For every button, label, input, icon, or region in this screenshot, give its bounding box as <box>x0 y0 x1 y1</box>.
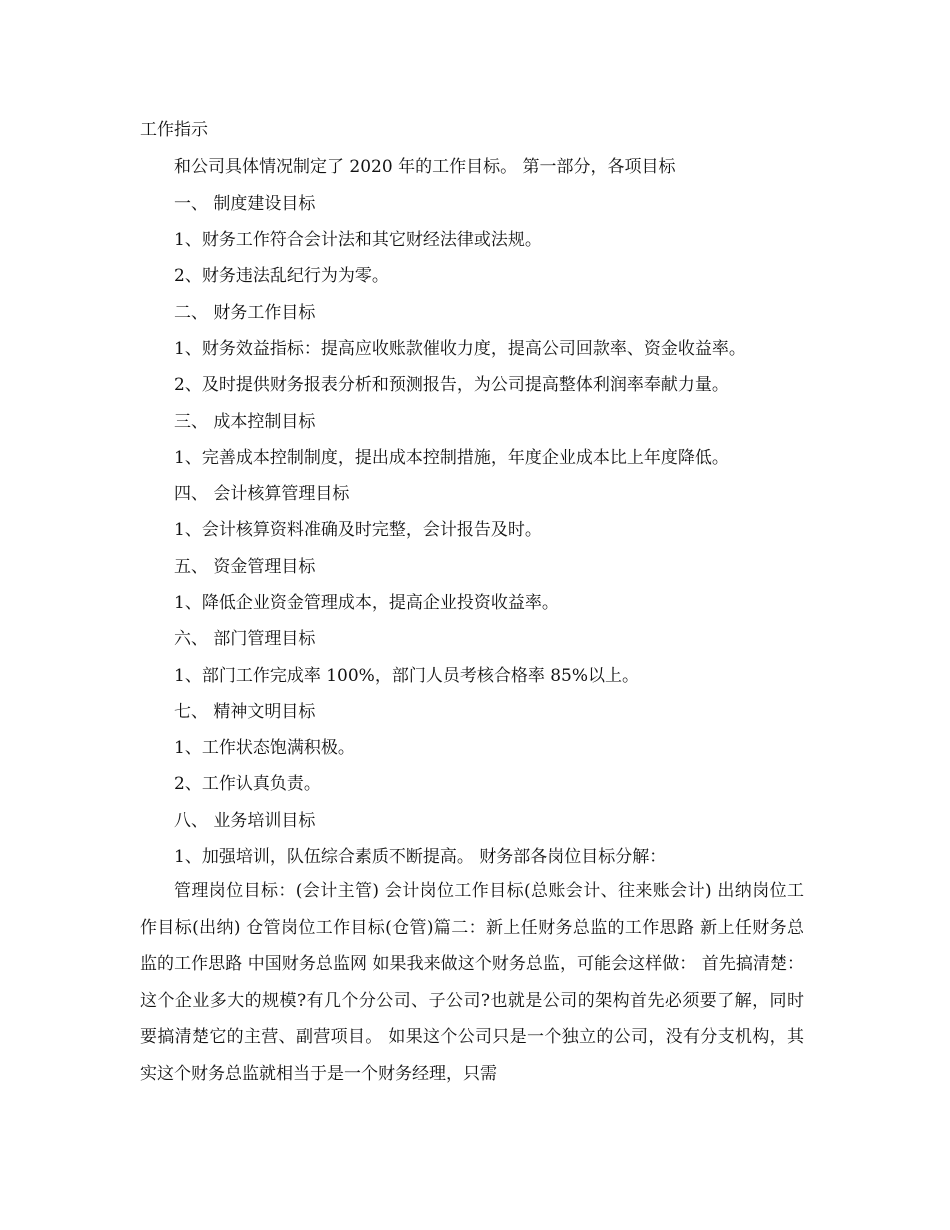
text-line-4: 2、财务违法乱纪行为为零。 <box>174 266 389 286</box>
text-line-13: 1、降低企业资金管理成本，提高企业投资收益率。 <box>174 593 559 613</box>
heading-accounting: 四、 会计核算管理目标 <box>174 484 350 504</box>
heading-finance-work: 二、 财务工作目标 <box>174 303 316 323</box>
text-line-7: 2、及时提供财务报表分析和预测报告，为公司提高整体利润率奉献力量。 <box>174 375 729 395</box>
heading-cost-control: 三、 成本控制目标 <box>174 412 316 432</box>
heading-spiritual-civilization: 七、 精神文明目标 <box>174 702 316 722</box>
document-title: 工作指示 <box>140 120 208 140</box>
body-paragraph: 管理岗位目标：(会计主管) 会计岗位工作目标(总账会计、往来账会计) 出纳岗位工作目标(出纳) 仓管岗位工作目标(仓管)篇二：新上任财务总监的工作思路 新上任财务总监的工作思路 中国财务总监网 如果我来做这个财务总监，可能会这样做： 首先搞清楚：这个企业多大的规模?有几个分公司、子公司?也就是公司的架构首先必须要了解，同时要搞清楚它的主营、副营项目。 如果这个公司只是一个独立的公司，没有分支机构，其实这个财务总监就相当于是一个财务经理，只需 <box>140 881 804 1084</box>
heading-business-training: 八、 业务培训目标 <box>174 811 316 831</box>
heading-system-construction: 一、 制度建设目标 <box>174 194 316 214</box>
text-line-18: 2、工作认真负责。 <box>174 774 321 794</box>
heading-funds-management: 五、 资金管理目标 <box>174 557 316 577</box>
text-line-1: 和公司具体情况制定了 2020 年的工作目标。 第一部分，各项目标 <box>174 157 676 177</box>
heading-department-management: 六、 部门管理目标 <box>174 629 316 649</box>
text-line-17: 1、工作状态饱满积极。 <box>174 738 355 758</box>
text-line-15: 1、部门工作完成率 100%，部门人员考核合格率 85%以上。 <box>174 666 640 686</box>
text-line-9: 1、完善成本控制制度，提出成本控制措施，年度企业成本比上年度降低。 <box>174 448 729 468</box>
text-line-3: 1、财务工作符合会计法和其它财经法律或法规。 <box>174 230 542 250</box>
text-line-6: 1、财务效益指标：提高应收账款催收力度，提高公司回款率、资金收益率。 <box>174 339 746 359</box>
text-line-20: 1、加强培训，队伍综合素质不断提高。 财务部各岗位目标分解： <box>174 847 667 867</box>
text-line-11: 1、会计核算资料准确及时完整，会计报告及时。 <box>174 520 542 540</box>
